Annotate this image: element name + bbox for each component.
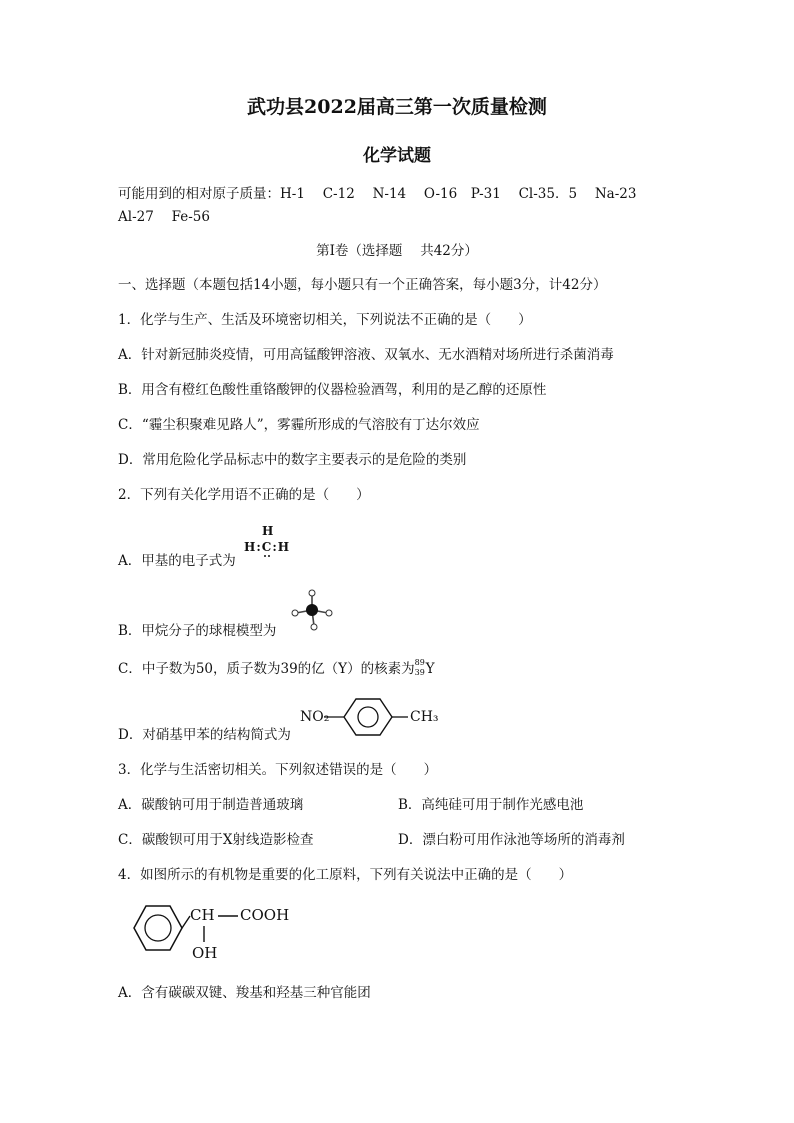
q2-option-c (118, 660, 437, 678)
q1-option-d: D．常用危险化学品标志中的数字主要表示的是危险的类别 (118, 452, 467, 468)
q3-option-b: B．高纯硅可用于制作光感电池 (398, 797, 584, 813)
q3-option-a: A．碳酸钠可用于制造普通玻璃 (118, 797, 304, 813)
q4-stem: 4．如图所示的有机物是重要的化工原料，下列有关说法中正确的是（ ） (118, 867, 573, 883)
subject-title: 化学试题 (363, 146, 431, 166)
methyl-electron-dots (262, 554, 272, 560)
methane-ball-stick-model (288, 588, 336, 634)
nuclide-symbol: Y (425, 661, 435, 677)
para-nitrotoluene-ring (324, 697, 414, 737)
benzene-ring (126, 900, 192, 956)
q4-oh-label: OH (192, 944, 218, 962)
q1-option-b: B．用含有橙红色酸性重铬酸钾的仪器检验酒驾，利用的是乙醇的还原性 (118, 382, 547, 398)
methyl-hch: H:C:H (244, 540, 291, 554)
atomic-masses-line1: 可能用到的相对原子质量：H-1 C-12 N-14 O-16 P-31 Cl-35．5 Na-23 (118, 186, 637, 202)
q4-bond-line (218, 914, 240, 918)
q1-option-c: C．“霾尘积聚难见路人”，雾霾所形成的气溶胶有丁达尔效应 (118, 417, 480, 433)
exam-title: 武功县2022届高三第一次质量检测 (247, 96, 547, 118)
nitro-group-label: NO₂ (300, 709, 330, 725)
q2-option-c-text: C．中子数为50，质子数为39的亿（Y）的核素为 (118, 661, 415, 677)
q3-stem: 3．化学与生活密切相关。下列叙述错误的是（ ） (118, 762, 438, 778)
nuclide-mass-number: 89 (414, 658, 425, 667)
methyl-h-top: H (262, 524, 274, 538)
q4-oh-bond (202, 926, 206, 944)
q2-option-a: A．甲基的电子式为 (118, 553, 236, 569)
q4-option-a: A．含有碳碳双键、羧基和羟基三种官能团 (118, 985, 371, 1001)
yttrium-nuclide (415, 660, 437, 678)
q3-option-d: D．漂白粉可用作泳池等场所的消毒剂 (398, 832, 625, 848)
q1-stem: 1．化学与生产、生活及环境密切相关，下列说法不正确的是（ ） (118, 312, 532, 328)
q1-option-a: A．针对新冠肺炎疫情，可用高锰酸钾溶液、双氧水、无水酒精对场所进行杀菌消毒 (118, 347, 614, 363)
q2-option-d: D．对硝基甲苯的结构简式为 (118, 727, 291, 743)
nuclide-atomic-number: 39 (414, 668, 425, 677)
q2-option-b: B．甲烷分子的球棍模型为 (118, 623, 277, 639)
q4-cooh-label: COOH (240, 906, 290, 924)
q3-option-c: C．碳酸钡可用于X射线造影检查 (118, 832, 314, 848)
section-instruction: 一、选择题（本题包括14小题，每小题只有一个正确答案，每小题3分，计42分） (118, 277, 607, 293)
atomic-masses-line2: Al-27 Fe-56 (118, 209, 210, 225)
methyl-group-label: CH₃ (410, 709, 439, 725)
q4-ch-label: CH (190, 906, 215, 924)
section-title: 第Ⅰ卷（选择题 共42分） (316, 243, 478, 259)
q2-stem: 2．下列有关化学用语不正确的是（ ） (118, 487, 370, 503)
